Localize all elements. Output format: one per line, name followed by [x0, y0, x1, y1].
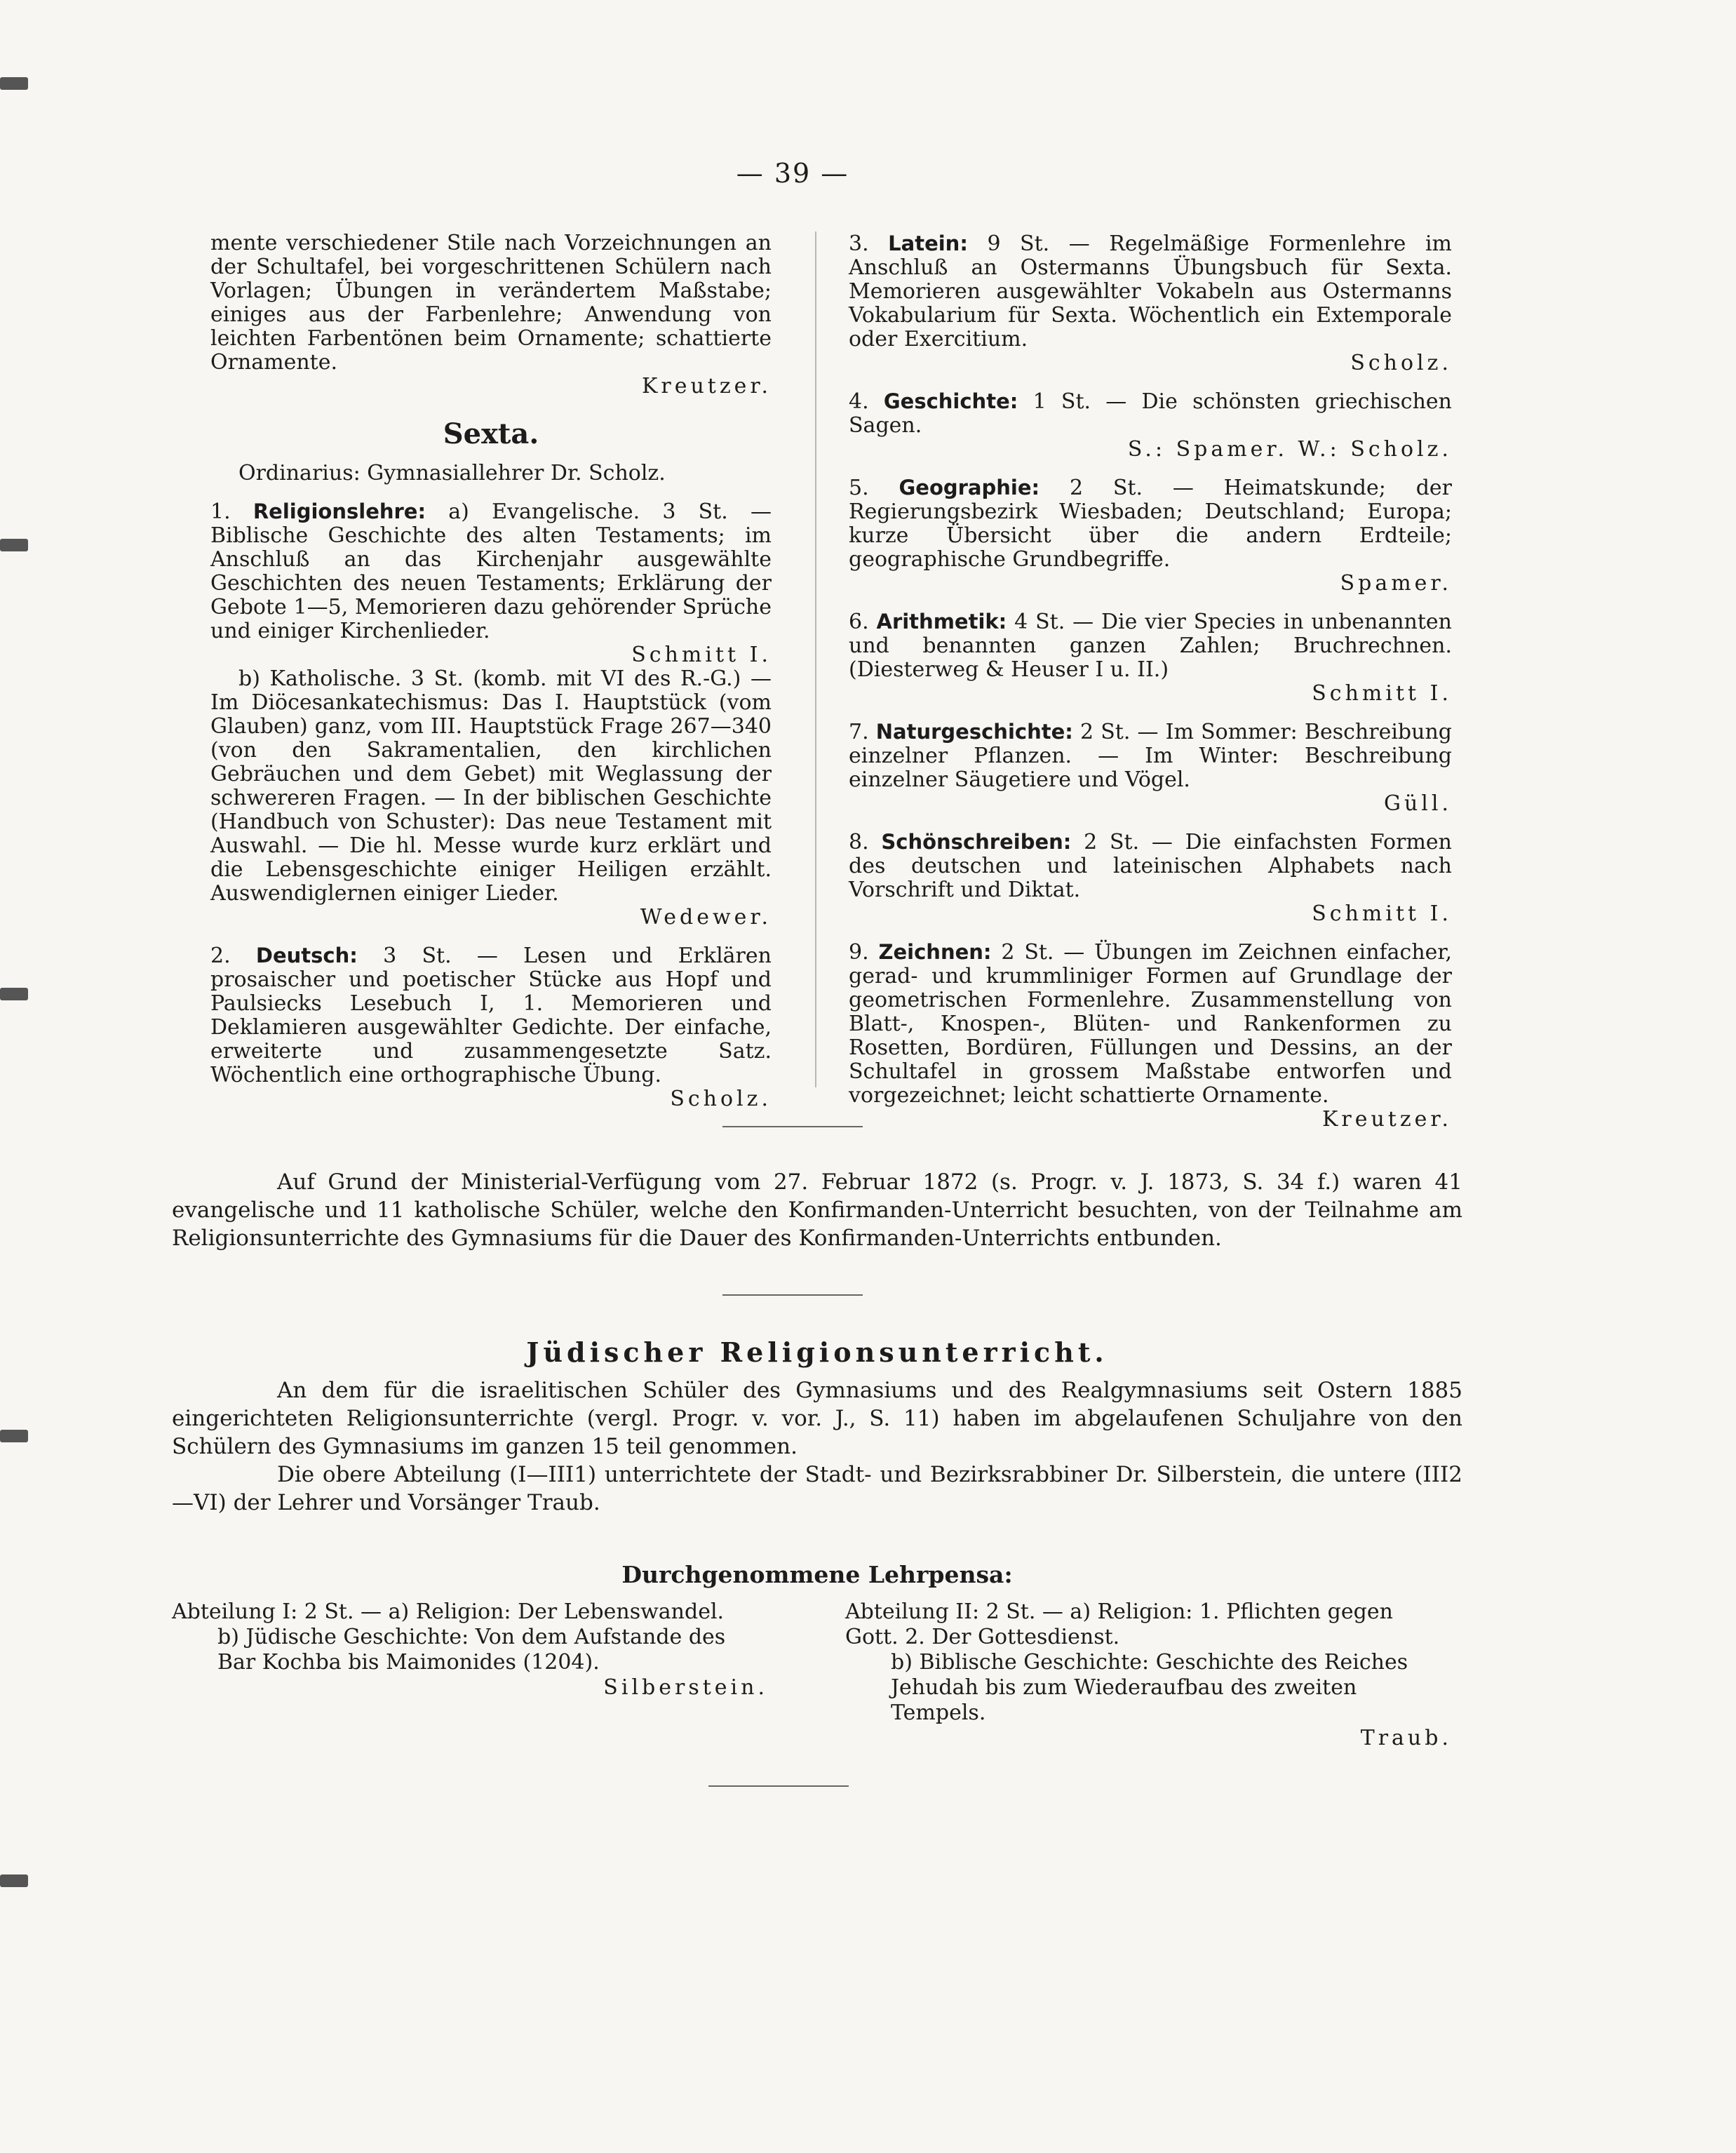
subject-entry: [210, 499, 772, 643]
entry-signature: S.: Spamer. W.: Scholz.: [1127, 437, 1452, 462]
entry-signature: Wedewer.: [640, 905, 772, 930]
abteilung-2-history: b) Biblische Geschichte: Geschichte des Reiches Jehudah bis zum Wiederaufbau des zweiten Tempels.: [891, 1650, 1408, 1725]
entry-text: b) Katholische. 3 St. (komb. mit VI des R.-G.) — Im Diöcesankatechismus: Das I. Hauptstück (vom Glauben) ganz, vom III. Hauptstück Frage 267—340 (von den Sakramentalien, den kirchlichen Gebräuchen und dem Gebet) mit Weglassung der schwereren Fragen. — In der biblischen Geschichte (Handbuch von Schuster): Das neue Testament mit Auswahl. — Die hl. Messe wurde kurz erklärt und die Lebensgeschichte einiger Heiligen erzählt. Auswendiglernen einiger Lieder.: [210, 666, 772, 906]
subject-entry: [849, 720, 1452, 792]
entry-text: 2 St. — Heimatskunde; der Regierungsbezirk Wiesbaden; Deutschland; Europa; kurze Übersicht über die andern Erdteile; geographische Grundbegriffe.: [849, 476, 1452, 572]
entry-text: 2 St. — Übungen im Zeichnen einfacher, gerad- und krummliniger Formen auf Grundlage der geometrischen Formenlehre. Zusammenstellung von Blatt-, Knospen-, Blüten- und Rankenformen zu Rosetten, Bordüren, Füllungen und Dessins, an der Schultafel in grossem Maßstabe entworfen und vorgezeichnet; leicht schattierte Ornamente.: [849, 940, 1452, 1108]
entry-signature: Schmitt I.: [631, 643, 772, 667]
abteilung-1-line: Abteilung I: 2 St. — a) Religion: Der Lebenswandel.: [172, 1599, 725, 1624]
entry-number: 5.: [849, 476, 869, 500]
divider-rule: [722, 1126, 863, 1127]
subject-entry: [849, 389, 1452, 438]
entry-signature: Kreutzer.: [1321, 1107, 1452, 1132]
lehrpensa-heading: Durchgenommene Lehrpensa:: [621, 1561, 1013, 1588]
entry-subject: Geographie:: [899, 476, 1040, 499]
entry-signature: Schmitt I.: [1312, 681, 1452, 706]
entry-signature: Schmitt I.: [1312, 901, 1452, 926]
entry-subject: Religionslehre:: [253, 499, 426, 523]
jewish-paragraphs: [172, 1376, 1462, 1517]
entry-text: 2 St. — Im Sommer: Beschreibung einzelner Pflanzen. — Im Winter: Beschreibung einzelner Säugetiere und Vögel.: [849, 720, 1452, 792]
entry-signature: Scholz.: [1350, 351, 1452, 375]
abteilung-1-signature: Silberstein.: [603, 1675, 768, 1700]
subject-entry: [849, 830, 1452, 902]
page-number: — 39 —: [736, 158, 849, 189]
entry-number: 7.: [849, 720, 869, 744]
entry-number: 2.: [210, 944, 231, 968]
ministerial-paragraph: [172, 1168, 1462, 1252]
subject-entry: [210, 944, 772, 1087]
abteilung-1: [172, 1599, 768, 1701]
abteilung-2: [845, 1599, 1452, 1751]
jewish-paragraph-2: Die obere Abteilung (I—III1) unterrichtete der Stadt- und Bezirksrabbiner Dr. Silberstein, die untere (III2—VI) der Lehrer und Vorsänger Traub.: [172, 1462, 1462, 1515]
entry-number: 8.: [849, 830, 869, 854]
entry-subject: Naturgeschichte:: [875, 720, 1073, 744]
entry-text: 3 St. — Lesen und Erklären prosaischer und poetischer Stücke aus Hopf und Paulsiecks Lesebuch I, 1. Memorieren und Deklamieren ausgewählter Gedichte. Der einfache, erweiterte und zusammengesetzte Satz. Wöchentlich eine orthographische Übung.: [210, 944, 772, 1087]
section-heading-sexta: Sexta.: [443, 417, 539, 450]
intro-text: mente verschiedener Stile nach Vorzeichnungen an der Schultafel, bei vorgeschrittenen Schülern nach Vorlagen; Übungen in verändertem Maßstabe; einiges aus der Farbenlehre; Anwendung von leichten Farbentönen beim Ornamente; schattierte Ornamente.: [210, 231, 772, 375]
binding-mark: [0, 77, 28, 90]
binding-mark: [0, 539, 28, 551]
column-separator: [815, 232, 816, 1087]
right-column: [849, 232, 1452, 1132]
binding-mark: [0, 988, 28, 1000]
entry-number: 4.: [849, 389, 869, 414]
entry-subject: Schönschreiben:: [881, 830, 1072, 854]
entry-signature: Spamer.: [1340, 571, 1452, 596]
entry-subject: Deutsch:: [255, 944, 358, 967]
abteilung-2-signature: Traub.: [1360, 1726, 1452, 1750]
subject-entry: [210, 667, 772, 906]
entry-number: 3.: [849, 232, 869, 256]
entry-text: 4 St. — Die vier Species in unbenannten und benannten ganzen Zahlen; Bruchrechnen. (Diesterweg & Heuser I u. II.): [849, 610, 1453, 682]
abteilung-2-line: Abteilung II: 2 St. — a) Religion: 1. Pflichten gegen Gott. 2. Der Gottesdienst.: [845, 1599, 1393, 1649]
entry-text: 9 St. — Regelmäßige Formenlehre im Anschluß an Ostermanns Übungsbuch für Sexta. Memorieren ausgewählter Vokabeln aus Ostermanns Vokabularium für Sexta. Wöchentlich ein Extemporale oder Exercitium.: [849, 232, 1453, 351]
entry-text: a) Evangelische. 3 St. — Biblische Geschichte des alten Testaments; im Anschluß an das Kirchenjahr ausgewählte Geschichten des neuen Testaments; Erklärung der Gebote 1—5, Memorieren dazu gehörender Sprüche und einiger Kirchenlieder.: [210, 499, 772, 643]
entry-number: 6.: [849, 610, 869, 634]
subject-entry: [849, 940, 1452, 1108]
entry-subject: Geschichte:: [883, 389, 1018, 413]
left-column: [210, 232, 772, 1111]
entry-subject: Zeichnen:: [878, 940, 992, 964]
divider-rule: [722, 1294, 863, 1296]
entry-text: 1 St. — Die schönsten griechischen Sagen.: [849, 389, 1452, 438]
subject-entry: [849, 232, 1452, 351]
entry-number: 9.: [849, 940, 869, 965]
ordinarius-line: Ordinarius: Gymnasiallehrer Dr. Scholz.: [238, 461, 666, 485]
ministerial-text: Auf Grund der Ministerial-Verfügung vom 27. Februar 1872 (s. Progr. v. J. 1873, S. 34 f.) waren 41 evangelische und 11 katholische Schüler, welche den Konfirmanden-Unterricht besuchten, von der Teilnahme am Religionsunterrichte des Gymnasiums für die Dauer des Konfirmanden-Unterrichts entbunden.: [172, 1169, 1462, 1251]
binding-mark: [0, 1874, 28, 1887]
divider-rule: [708, 1785, 849, 1787]
subject-entry: [849, 610, 1452, 682]
jewish-paragraph-1: An dem für die israelitischen Schüler des Gymnasiums und des Realgymnasiums seit Ostern 1885 eingerichteten Religionsunterrichte (vergl. Progr. v. vor. J., S. 11) haben im abgelaufenen Schuljahre von den Schülern des Gymnasiums im ganzen 15 teil genommen.: [172, 1378, 1462, 1459]
subject-entry: [849, 476, 1452, 572]
binding-mark: [0, 1430, 28, 1442]
intro-signature: Kreutzer.: [641, 374, 772, 398]
entry-signature: Güll.: [1383, 791, 1452, 816]
entry-text: 2 St. — Die einfachsten Formen des deutschen und lateinischen Alphabets nach Vorschrift und Diktat.: [849, 830, 1452, 902]
entry-signature: Scholz.: [670, 1087, 772, 1111]
jewish-section-heading: Jüdischer Religionsunterricht.: [526, 1336, 1108, 1368]
abteilung-1-history: b) Jüdische Geschichte: Von dem Aufstande des Bar Kochba bis Maimonides (1204).: [217, 1625, 726, 1675]
entry-subject: Arithmetik:: [876, 610, 1007, 633]
entry-number: 1.: [210, 499, 231, 524]
entry-subject: Latein:: [888, 232, 968, 255]
